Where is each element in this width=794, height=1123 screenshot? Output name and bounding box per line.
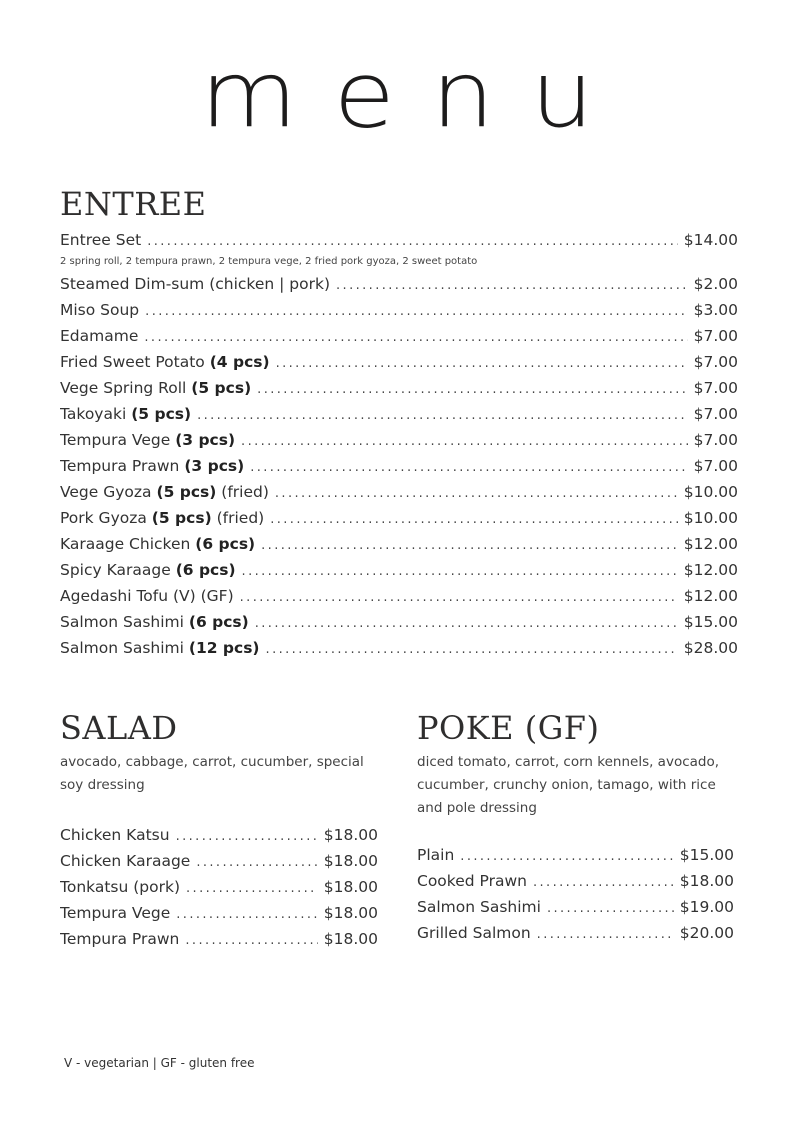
menu-item-price: $20.00 <box>679 924 734 942</box>
menu-item <box>60 401 738 429</box>
item-portion: (4 pcs) <box>209 353 270 371</box>
menu-item-name <box>60 271 330 297</box>
menu-item <box>60 349 738 377</box>
dot-leader <box>241 429 688 455</box>
menu-item-price: $7.00 <box>693 405 738 423</box>
entree-heading: ENTREE <box>60 185 207 223</box>
item-portion: (5 pcs) <box>151 509 212 527</box>
menu-item-name <box>60 874 180 900</box>
item-name-text: Tempura Vege <box>60 431 171 449</box>
dot-leader <box>336 273 688 299</box>
menu-item <box>60 609 738 637</box>
dot-leader <box>275 481 678 507</box>
menu-item <box>60 271 738 299</box>
menu-item-price: $18.00 <box>323 878 378 896</box>
salad-description <box>60 751 364 797</box>
menu-item-price: $15.00 <box>683 613 738 631</box>
dot-leader <box>547 896 674 922</box>
dot-leader <box>266 637 678 663</box>
menu-item-name <box>60 505 264 531</box>
dot-leader <box>186 876 318 902</box>
poke-description-line: and pole dressing <box>417 800 537 816</box>
menu-item <box>60 848 378 876</box>
menu-item <box>417 920 734 948</box>
menu-item-name <box>60 848 190 874</box>
menu-item <box>60 453 738 481</box>
menu-item <box>417 894 734 922</box>
item-name-text: Pork Gyoza <box>60 509 147 527</box>
item-name-text: Tonkatsu (pork) <box>60 878 181 896</box>
item-portion: (3 pcs) <box>184 457 245 475</box>
item-portion: (6 pcs) <box>195 535 256 553</box>
dot-leader <box>276 351 688 377</box>
poke-heading: POKE (GF) <box>417 709 600 747</box>
poke-description-line: diced tomato, carrot, corn kennels, avocado, <box>417 754 720 770</box>
item-portion: (5 pcs) <box>156 483 217 501</box>
item-portion: (5 pcs) <box>131 405 192 423</box>
menu-item-name <box>60 453 244 479</box>
menu-item-price: $12.00 <box>683 561 738 579</box>
menu-item-price: $7.00 <box>693 379 738 397</box>
menu-item-name <box>417 894 541 920</box>
menu-item-price: $7.00 <box>693 353 738 371</box>
item-name-text: Agedashi Tofu (V) (GF) <box>60 587 234 605</box>
dot-leader <box>250 455 687 481</box>
menu-item-name <box>60 479 269 505</box>
item-name-text: Karaage Chicken <box>60 535 191 553</box>
menu-item-name <box>417 842 454 868</box>
item-name-text: Tempura Prawn <box>60 930 180 948</box>
menu-item-price: $18.00 <box>323 930 378 948</box>
item-name-text: Tempura Vege <box>60 904 171 922</box>
menu-item-price: $10.00 <box>683 509 738 527</box>
menu-item-name <box>60 297 139 323</box>
menu-item-price: $18.00 <box>679 872 734 890</box>
menu-item-name <box>60 926 179 952</box>
dot-leader <box>185 928 317 954</box>
menu-item-name <box>60 401 191 427</box>
menu-item-name <box>60 609 249 635</box>
menu-item <box>60 583 738 611</box>
dot-leader <box>533 870 674 896</box>
menu-item-name <box>60 323 138 349</box>
menu-item <box>60 297 738 325</box>
menu-item-name <box>60 635 260 661</box>
item-portion: (6 pcs) <box>175 561 236 579</box>
item-name-text: Fried Sweet Potato <box>60 353 205 371</box>
menu-item-price: $19.00 <box>679 898 734 916</box>
menu-item-price: $18.00 <box>323 852 378 870</box>
item-name-text: Entree Set <box>60 231 142 249</box>
menu-item-name <box>60 349 270 375</box>
dot-leader <box>144 325 687 351</box>
dot-leader <box>176 902 318 928</box>
dot-leader <box>240 585 678 611</box>
dot-leader <box>196 850 317 876</box>
item-name-text: Vege Gyoza <box>60 483 152 501</box>
item-name-text: Steamed Dim-sum (chicken | pork) <box>60 275 331 293</box>
menu-item-price: $7.00 <box>693 327 738 345</box>
menu-item <box>417 842 734 870</box>
dot-leader <box>537 922 674 948</box>
menu-item-name <box>417 920 531 946</box>
dot-leader <box>270 507 678 533</box>
dot-leader <box>460 844 673 870</box>
menu-item-price: $15.00 <box>679 846 734 864</box>
menu-item <box>60 505 738 533</box>
item-name-text: Miso Soup <box>60 301 140 319</box>
dot-leader <box>197 403 688 429</box>
menu-item <box>60 531 738 559</box>
menu-item-name <box>60 822 170 848</box>
menu-item <box>60 926 378 954</box>
menu-item-price: $7.00 <box>693 457 738 475</box>
item-name-text: Takoyaki <box>60 405 127 423</box>
item-portion: (12 pcs) <box>188 639 260 657</box>
item-name-text: Tempura Prawn <box>60 457 180 475</box>
menu-item-price: $28.00 <box>683 639 738 657</box>
item-name-text: Chicken Katsu <box>60 826 170 844</box>
item-name-text: Salmon Sashimi <box>60 639 184 657</box>
menu-item-name <box>417 868 527 894</box>
item-name-text: Grilled Salmon <box>417 924 531 942</box>
dot-leader <box>145 299 687 325</box>
item-extra: (fried) <box>221 483 269 501</box>
menu-item-name <box>60 583 234 609</box>
menu-item <box>60 822 378 850</box>
menu-item-name <box>60 375 251 401</box>
dot-leader <box>242 559 678 585</box>
item-name-text: Edamame <box>60 327 139 345</box>
menu-item-price: $12.00 <box>683 587 738 605</box>
menu-item <box>60 227 738 255</box>
menu-item-price: $3.00 <box>693 301 738 319</box>
poke-description <box>417 751 719 820</box>
dietary-legend: V - vegetarian | GF - gluten free <box>64 1056 255 1070</box>
menu-title: menu <box>200 40 630 149</box>
poke-description-line: cucumber, crunchy onion, tamago, with rice <box>417 777 716 793</box>
item-name-text: Chicken Karaage <box>60 852 191 870</box>
menu-item <box>417 868 734 896</box>
menu-item-price: $7.00 <box>693 431 738 449</box>
item-name-text: Salmon Sashimi <box>417 898 541 916</box>
menu-item-name <box>60 557 236 583</box>
dot-leader <box>261 533 678 559</box>
item-name-text: Vege Spring Roll <box>60 379 187 397</box>
menu-item-name <box>60 427 235 453</box>
entree-set-note: 2 spring roll, 2 tempura prawn, 2 tempura vege, 2 fried pork gyoza, 2 sweet potato <box>60 256 478 267</box>
menu-item-name <box>60 900 170 926</box>
item-name-text: Salmon Sashimi <box>60 613 184 631</box>
menu-item-price: $2.00 <box>693 275 738 293</box>
menu-item-price: $12.00 <box>683 535 738 553</box>
salad-description-line: avocado, cabbage, carrot, cucumber, special <box>60 754 364 770</box>
salad-heading: SALAD <box>60 709 178 747</box>
salad-description-line: soy dressing <box>60 777 145 793</box>
menu-item <box>60 375 738 403</box>
item-extra: (fried) <box>216 509 265 527</box>
menu-item <box>60 557 738 585</box>
menu-item <box>60 323 738 351</box>
item-portion: (3 pcs) <box>175 431 236 449</box>
menu-item-price: $10.00 <box>683 483 738 501</box>
menu-item-price: $18.00 <box>323 826 378 844</box>
item-name-text: Spicy Karaage <box>60 561 171 579</box>
dot-leader <box>257 377 687 403</box>
menu-item <box>60 479 738 507</box>
menu-item-name <box>60 227 141 253</box>
dot-leader <box>147 229 678 255</box>
item-portion: (6 pcs) <box>188 613 249 631</box>
menu-item <box>60 874 378 902</box>
dot-leader <box>255 611 678 637</box>
menu-item <box>60 427 738 455</box>
menu-item <box>60 635 738 663</box>
menu-item-price: $14.00 <box>683 231 738 249</box>
item-portion: (5 pcs) <box>191 379 252 397</box>
menu-item-name <box>60 531 255 557</box>
item-name-text: Cooked Prawn <box>417 872 527 890</box>
menu-item-price: $18.00 <box>323 904 378 922</box>
menu-item <box>60 900 378 928</box>
item-name-text: Plain <box>417 846 455 864</box>
dot-leader <box>176 824 318 850</box>
